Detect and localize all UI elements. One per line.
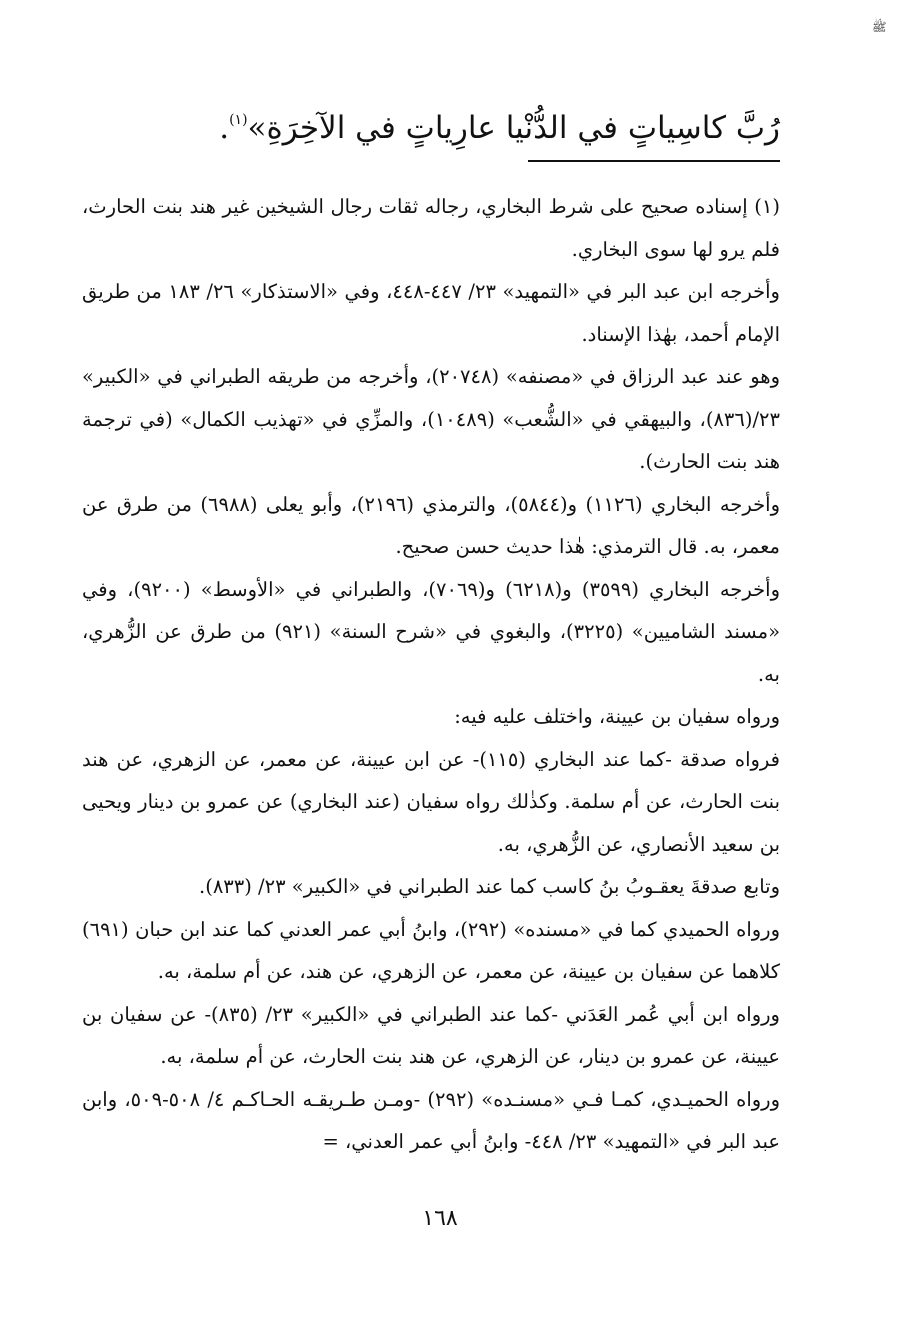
- footnote-paragraph: وأخرجه البخاري (٣٥٩٩) و(٦٢١٨) و(٧٠٦٩)، والطبراني في «الأوسط» (٩٢٠٠)، وفي «مسند الشاميين» (٣٢٢٥)، والبغوي في «شرح السنة» (٩٢١) من طرق عن الزُّهري، به.: [82, 577, 781, 686]
- page-number: ١٦٨: [422, 1206, 458, 1231]
- hadith-text: رُبَّ كاسِياتٍ في الدُّنْيا عارِياتٍ في الآخِرَةِ»: [247, 110, 780, 146]
- footnote-paragraph: وأخرجه ابن عبد البر في «التمهيد» ٢٣/ ٤٤٧-٤٤٨، وفي «الاستذكار» ٢٦/ ١٨٣ من طريق الإمام أحمد، بهٰذا الإسناد.: [82, 280, 780, 346]
- footnote-paragraph: وتابع صدقةَ يعقـوبُ بنُ كاسب كما عند الطبراني في «الكبير» ٢٣/ (٨٣٣).: [199, 875, 780, 898]
- footnote-paragraph: وهو عند عبد الرزاق في «مصنفه» (٢٠٧٤٨)، وأخرجه من طريقه الطبراني في «الكبير» ٢٣/(٨٣٦)، والبيهقي في «الشُّعب» (١٠٤٨٩)، والمزِّي في «تهذيب الكمال» (في ترجمة هند بنت الحارث).: [82, 365, 780, 473]
- corner-mark: ﷺ: [872, 20, 887, 34]
- footnote-paragraph: وأخرجه البخاري (١١٢٦) و(٥٨٤٤)، والترمذي (٢١٩٦)، وأبو يعلى (٦٩٨٨) من طرق عن معمر، به. قال الترمذي: هٰذا حديث حسن صحيح.: [82, 492, 780, 558]
- footnotes-block: [82, 186, 780, 1164]
- footnote-paragraph: ورواه ابن أبي عُمر العَدَني -كما عند الطبراني في «الكبير» ٢٣/ (٨٣٥)- عن سفيان بن عيينة، عن عمرو بن دينار، عن الزهري، عن هند بنت الحارث، عن أم سلمة، به.: [82, 1002, 780, 1068]
- hadith-end: .: [219, 110, 230, 146]
- footnote-paragraph: فرواه صدقة -كما عند البخاري (١١٥)- عن ابن عيينة، عن معمر، عن الزهري، عن هند بنت الحارث، عن أم سلمة. وكذٰلك رواه سفيان (عند البخاري) عن عمرو بن دينار ويحيى بن سعيد الأنصاري، عن الزُّهري، به.: [82, 747, 780, 856]
- hadith-text-line: [80, 96, 780, 152]
- footnote-paragraph: ورواه سفيان بن عيينة، واختلف عليه فيه:: [454, 705, 780, 728]
- footnote-ref: (١): [229, 112, 248, 128]
- footnote-paragraph: (١) إسناده صحيح على شرط البخاري، رجاله ثقات رجال الشيخين غير هند بنت الحارث، فلم يرو لها سوى البخاري.: [82, 195, 780, 261]
- footnote-paragraph: ورواه الحميدي كما في «مسنده» (٢٩٢)، وابنُ أبي عمر العدني كما عند ابن حبان (٦٩١) كلاهما عن سفيان بن عيينة، عن معمر، عن الزهري، عن هند، عن أم سلمة، به.: [82, 917, 780, 983]
- footnote-separator: [528, 160, 780, 162]
- footnote-paragraph: ورواه الحميـدي، كمـا فـي «مسنـده» (٢٩٢) -ومـن طـريقـه الحـاكـم ٤/ ٥٠٨-٥٠٩، وابن عبد البر في «التمهيد» ٢٣/ ٤٤٨- وابنُ أبي عمر العدني، =: [82, 1087, 781, 1153]
